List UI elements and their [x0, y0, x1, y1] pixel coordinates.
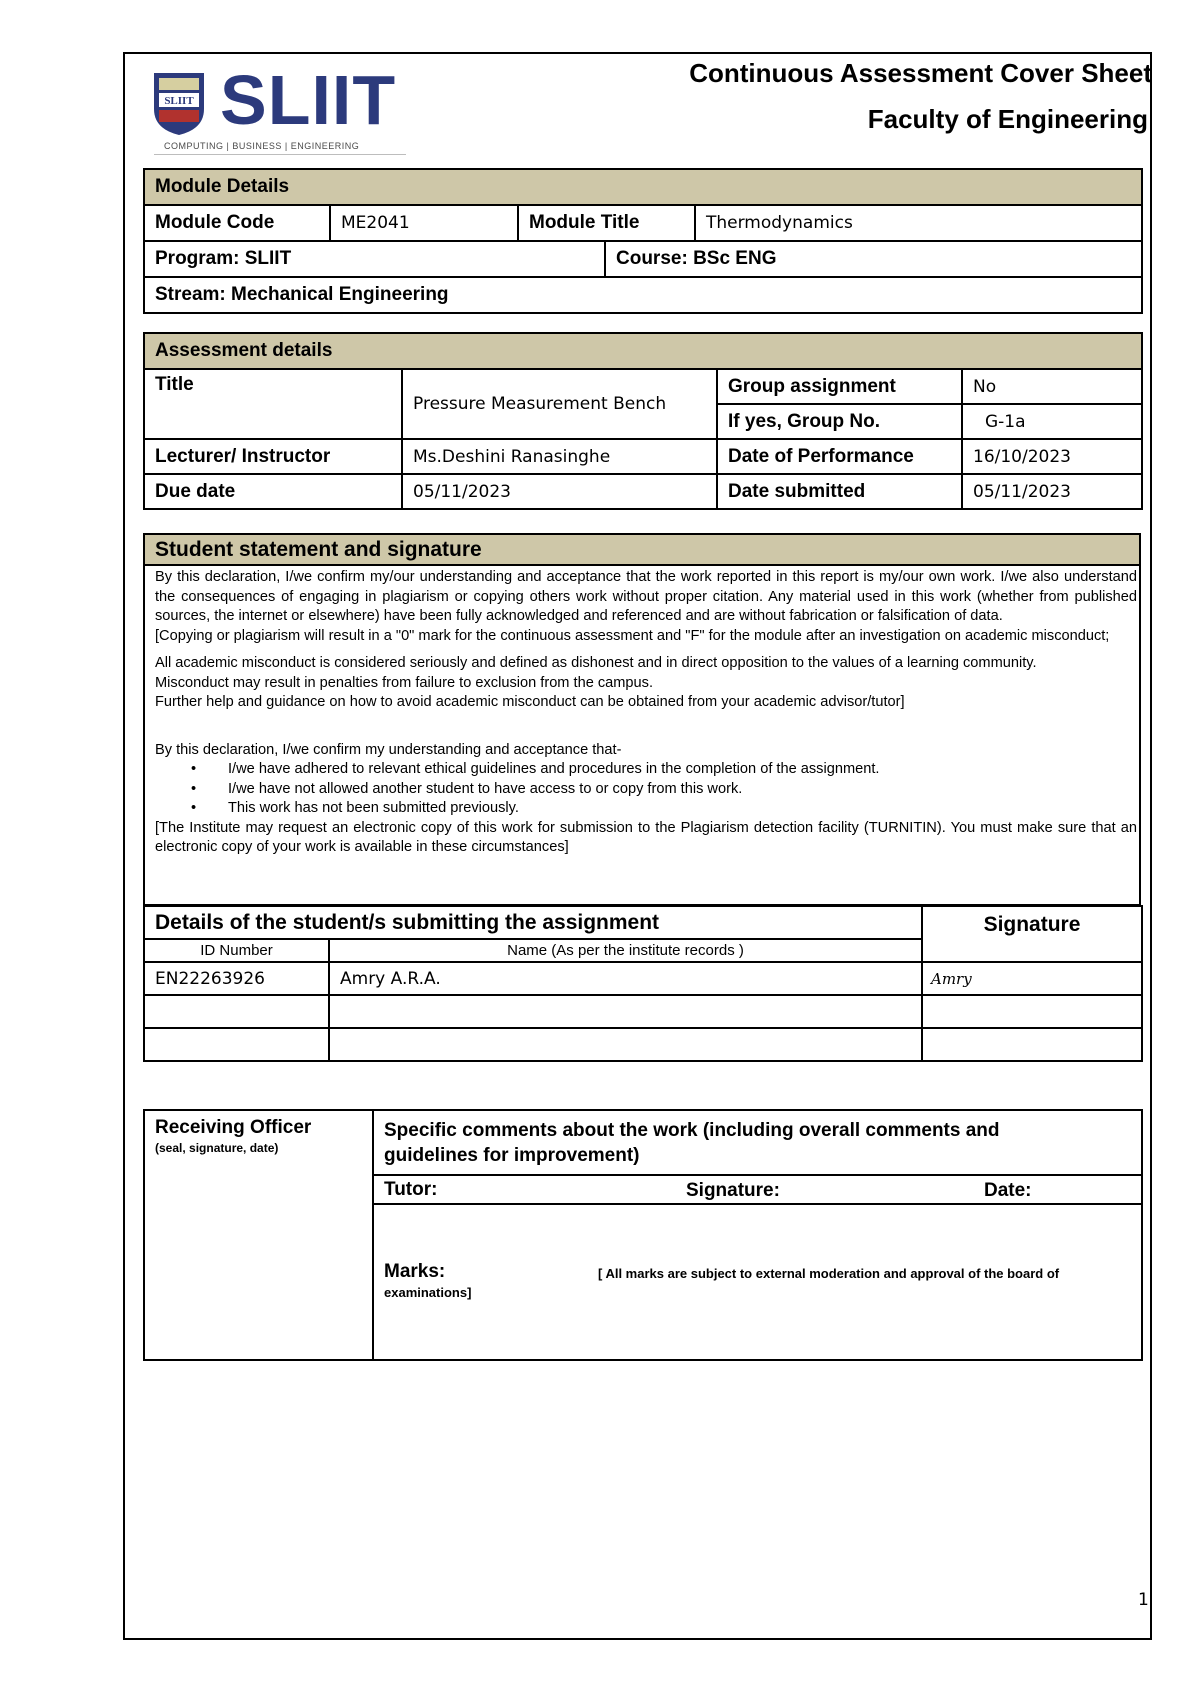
course-field: Course: BSc ENG — [605, 241, 1142, 277]
page-number: 1 — [1138, 1590, 1149, 1610]
student-name — [329, 1028, 922, 1061]
penalties-paragraph: Misconduct may result in penalties from failure to exclusion from the campus. — [155, 674, 654, 691]
misconduct-paragraph: All academic misconduct is considered seriously and defined as dishonest and in direct opposition to the values of a learning community. — [155, 655, 1037, 671]
receiving-officer-table — [143, 1109, 1143, 1361]
statement-text — [155, 568, 1137, 858]
student-signature — [922, 995, 1142, 1028]
assessment-details-heading: Assessment details — [144, 333, 1142, 369]
submitted-date-label: Date submitted — [717, 474, 962, 509]
plagiarism-paragraph: [Copying or plagiarism will result in a "0" mark for the continuous assessment and "F" for the module after an investigation on academic misconduct; — [155, 627, 1110, 644]
group-no-value: G-1a — [962, 404, 1142, 439]
student-signature — [922, 1028, 1142, 1061]
stream-field: Stream: Mechanical Engineering — [144, 277, 1142, 313]
signature-heading: Signature — [922, 906, 1142, 962]
turnitin-paragraph: [The Institute may request an electronic copy of this work for submission to the Plagiarism detection facility (TURNITIN). You must make sure that an electronic copy of your work is available in these circumstances] — [155, 819, 1137, 855]
declaration-paragraph: By this declaration, I/we confirm my/our understanding and acceptance that the work reported in this report is my/our own work. I/we also understand the consequences of engaging in plagiarism or copying others work without proper citation. Any material used in this work (whether from published sources, the internet or elsewhere) have been fully acknowledged and referenced and are without fabrication or falsification of data. — [155, 569, 1137, 624]
signature-label: Signature: — [686, 1180, 780, 1201]
guidance-paragraph: Further help and guidance on how to avoid academic misconduct can be obtained from your academic advisor/tutor] — [155, 694, 905, 710]
marks-cell — [373, 1204, 1142, 1360]
performance-date-label: Date of Performance — [717, 439, 962, 474]
lecturer-value: Ms.Deshini Ranasinghe — [402, 439, 717, 474]
logo-wordmark: SLIIT — [220, 61, 397, 139]
comments-label: Specific comments about the work (including overall comments and guidelines for improvement) — [373, 1110, 1142, 1175]
marks-note-continued: examinations] — [384, 1285, 472, 1300]
module-title-value: Thermodynamics — [695, 205, 1142, 241]
svg-text:SLIIT: SLIIT — [164, 95, 194, 107]
acceptance-item: • This work has not been submitted previously. — [191, 800, 519, 816]
submitted-date-value: 05/11/2023 — [962, 474, 1142, 509]
student-details-table — [143, 905, 1143, 1062]
marks-label: Marks: — [384, 1261, 446, 1282]
student-id — [144, 995, 329, 1028]
tutor-row — [373, 1175, 1142, 1204]
student-name — [329, 995, 922, 1028]
faculty-title: Faculty of Engineering — [867, 104, 1148, 134]
receiving-officer-note: (seal, signature, date) — [155, 1141, 279, 1155]
id-number-header: ID Number — [144, 939, 329, 962]
marks-note: [ All marks are subject to external moderation and approval of the board of — [598, 1266, 1060, 1281]
due-date-value: 05/11/2023 — [402, 474, 717, 509]
group-no-label: If yes, Group No. — [717, 404, 962, 439]
date-label: Date: — [984, 1180, 1032, 1201]
table-row — [144, 995, 1142, 1028]
acceptance-item: • I/we have adhered to relevant ethical guidelines and procedures in the completion of the assignment. — [191, 761, 880, 777]
student-details-heading: Details of the student/s submitting the assignment — [144, 906, 922, 939]
acceptance-item: • I/we have not allowed another student to have access to or copy from this work. — [191, 780, 743, 797]
table-row — [144, 962, 1142, 995]
title-label: Title — [144, 369, 402, 439]
performance-date-value: 16/10/2023 — [962, 439, 1142, 474]
student-id — [144, 1028, 329, 1061]
module-code-label: Module Code — [144, 205, 330, 241]
crest-icon — [150, 69, 208, 137]
logo-rule — [154, 154, 406, 155]
logo-tagline: COMPUTING | BUSINESS | ENGINEERING — [164, 141, 360, 151]
name-header: Name (As per the institute records ) — [329, 939, 922, 962]
module-details-table — [143, 168, 1143, 314]
assessment-details-table — [143, 332, 1143, 510]
assessment-title-value: Pressure Measurement Bench — [402, 369, 717, 439]
tutor-label: Tutor: — [384, 1178, 438, 1200]
program-field: Program: SLIIT — [144, 241, 605, 277]
group-assignment-label: Group assignment — [717, 369, 962, 404]
sliit-logo — [150, 63, 410, 159]
receiving-officer-cell — [144, 1110, 373, 1360]
student-id: EN22263926 — [144, 962, 329, 995]
student-name: Amry A.R.A. — [329, 962, 922, 995]
student-signature: Amry — [922, 962, 1142, 995]
acceptance-list — [155, 760, 1137, 819]
lecturer-label: Lecturer/ Instructor — [144, 439, 402, 474]
statement-heading: Student statement and signature — [144, 534, 1140, 565]
module-code-value: ME2041 — [330, 205, 518, 241]
acceptance-paragraph: By this declaration, I/we confirm my understanding and acceptance that- — [155, 741, 622, 758]
module-title-label: Module Title — [518, 205, 695, 241]
table-row — [144, 1028, 1142, 1061]
module-details-heading: Module Details — [144, 169, 1142, 205]
due-date-label: Due date — [144, 474, 402, 509]
page-title: Continuous Assessment Cover Sheet — [689, 58, 1152, 88]
group-assignment-value: No — [962, 369, 1142, 404]
receiving-officer-label: Receiving Officer — [155, 1117, 312, 1138]
